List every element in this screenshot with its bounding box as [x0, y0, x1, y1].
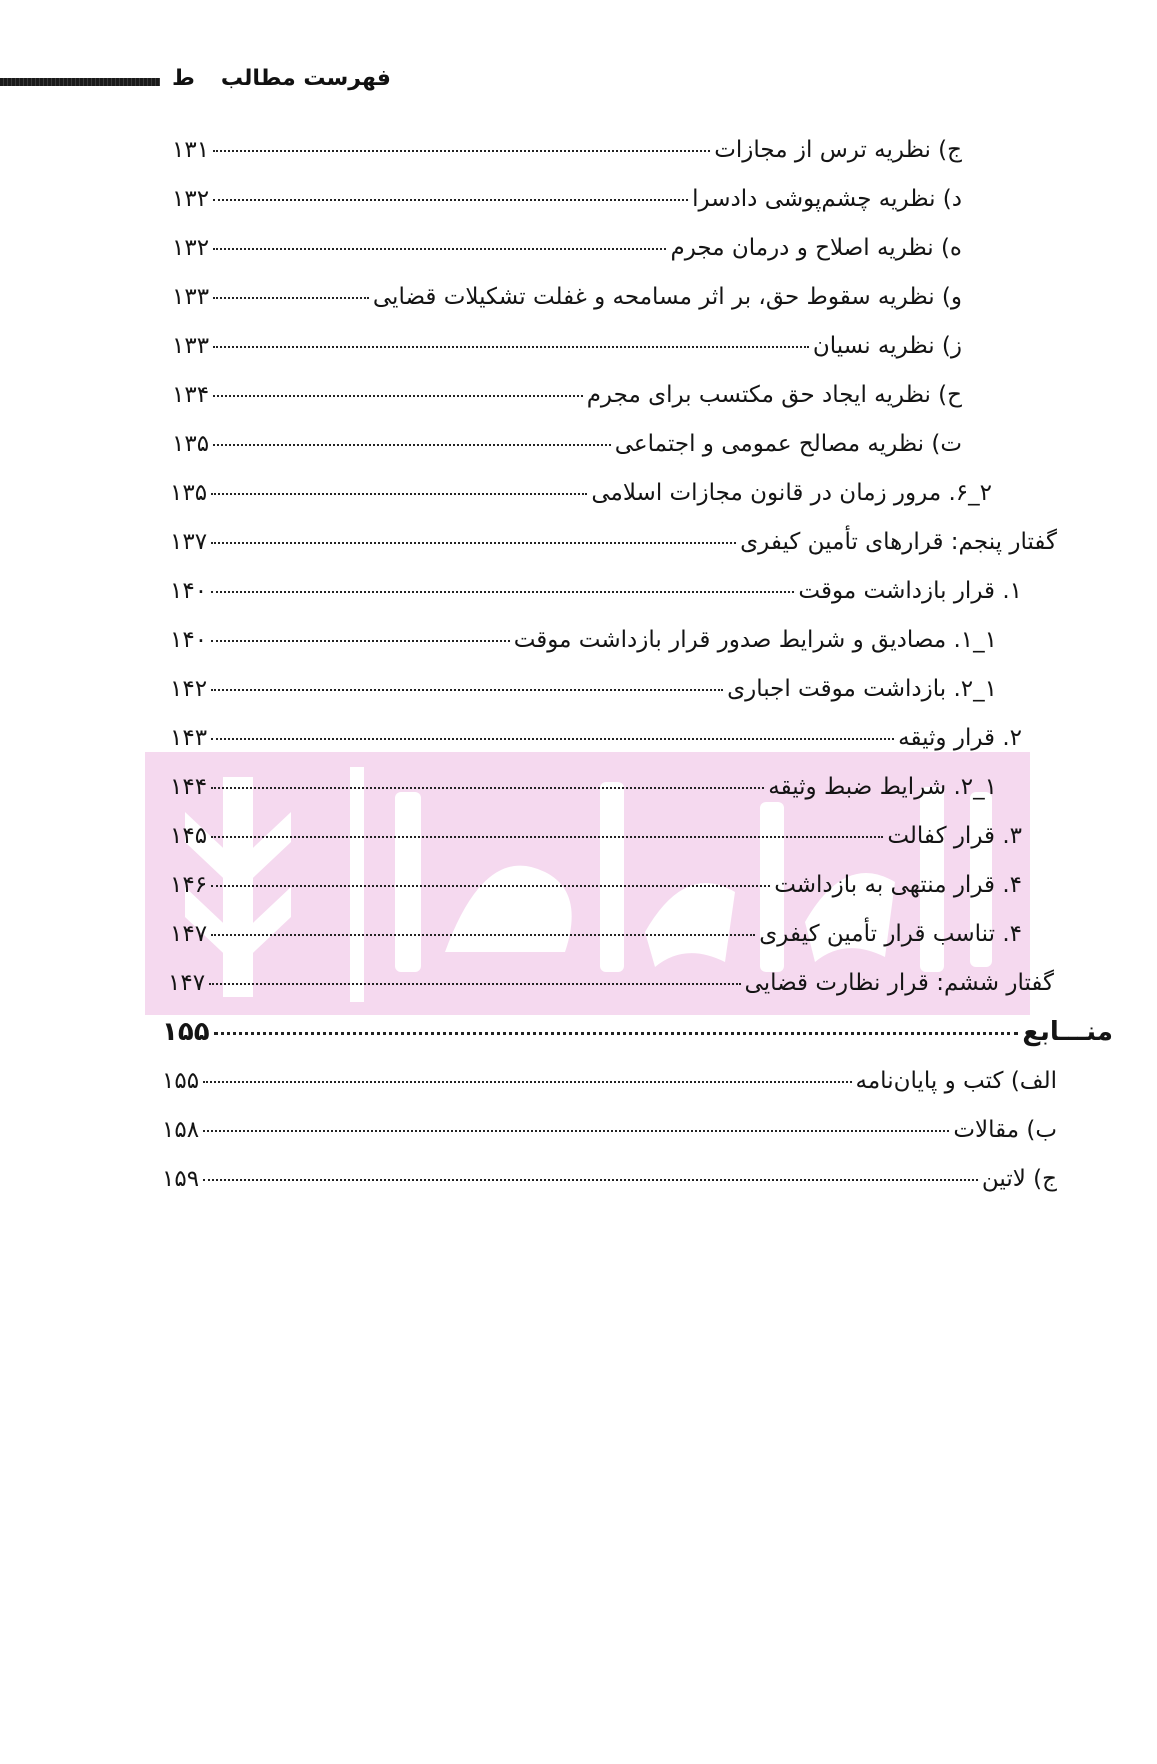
toc-entry — [172, 135, 962, 165]
toc-leader-dots — [211, 885, 770, 887]
toc-entry-title: ج) نظریه ترس از مجازات — [714, 137, 962, 163]
toc-entry-page: ۱۵۵ — [162, 1017, 210, 1047]
toc-leader-dots — [211, 689, 723, 691]
toc-entry-title: د) نظریه چشم‌پوشی دادسرا — [692, 186, 962, 212]
toc-entry-page: ۱۵۸ — [162, 1117, 200, 1143]
header-page-letter: ط — [172, 66, 195, 91]
toc-leader-dots — [214, 1032, 1019, 1035]
toc-entry-page: ۱۳۳ — [172, 333, 210, 359]
toc-entry — [170, 674, 997, 704]
toc-entry-title: ۴. تناسب قرار تأمین کیفری — [759, 921, 1022, 947]
toc-entry-title: ب) مقالات — [953, 1117, 1057, 1143]
toc-entry-page: ۱۴۶ — [170, 872, 208, 898]
header-title: فهرست مطالب — [220, 66, 391, 91]
toc-entry-page: ۱۴۷ — [168, 970, 206, 996]
toc-leader-dots — [213, 199, 688, 201]
toc-entry-title: ت) نظریه مصالح عمومی و اجتماعی — [614, 431, 962, 457]
toc-entry — [170, 772, 997, 802]
toc-entry — [170, 870, 1022, 900]
toc-entry-page: ۱۳۴ — [172, 382, 210, 408]
toc-entry-page: ۱۴۲ — [170, 676, 208, 702]
toc-entry — [170, 527, 1057, 557]
toc-entry-page: ۱۴۰ — [170, 627, 208, 653]
toc-leader-dots — [211, 542, 736, 544]
toc-entry-title: ۴. قرار منتهی به بازداشت — [774, 872, 1022, 898]
toc-entry-page: ۱۳۳ — [172, 284, 210, 310]
toc-entry — [170, 723, 1022, 753]
toc-leader-dots — [211, 493, 587, 495]
toc-entry-title: ز) نظریه نسیان — [812, 333, 962, 359]
toc-entry — [170, 576, 1022, 606]
toc-entry-title: ۲. قرار وثیقه — [898, 725, 1022, 751]
toc-entry-page: ۱۵۵ — [162, 1068, 200, 1094]
toc-entry-page: ۱۴۵ — [170, 823, 208, 849]
toc-entry-page: ۱۳۲ — [172, 235, 210, 261]
toc-entry-title: ۱_۲. شرایط ضبط وثیقه — [768, 774, 997, 800]
toc-leader-dots — [213, 297, 369, 299]
toc-entry — [162, 1115, 1057, 1145]
toc-leader-dots — [211, 836, 883, 838]
toc-leader-dots — [213, 248, 666, 250]
toc-entry — [170, 478, 992, 508]
toc-entry-title: ج) لاتین — [981, 1166, 1057, 1192]
toc-leader-dots — [203, 1179, 978, 1181]
header-rule — [0, 78, 160, 86]
toc-entry-title: گفتار ششم: قرار نظارت قضایی — [744, 970, 1054, 996]
toc-entry — [168, 968, 1054, 998]
toc-leader-dots — [211, 738, 894, 740]
toc-entry-page: ۱۳۲ — [172, 186, 210, 212]
toc-entry — [172, 282, 962, 312]
toc-entry-title: ۱. قرار بازداشت موقت — [798, 578, 1022, 604]
toc-section-heading — [162, 1017, 1113, 1047]
toc-leader-dots — [213, 346, 809, 348]
running-header — [172, 66, 391, 91]
toc-entry-page: ۱۳۵ — [170, 480, 208, 506]
toc-entry — [170, 625, 997, 655]
toc-entry-title: ه) نظریه اصلاح و درمان مجرم — [670, 235, 962, 261]
toc-entry-title: ۱_۲. بازداشت موقت اجباری — [727, 676, 997, 702]
toc-entry-title: و) نظریه سقوط حق، بر اثر مسامحه و غفلت تشکیلات قضایی — [372, 284, 962, 310]
toc-leader-dots — [209, 983, 740, 985]
toc-entry — [170, 821, 1022, 851]
toc-entry-page: ۱۳۵ — [172, 431, 210, 457]
toc-entry — [172, 429, 962, 459]
toc-leader-dots — [211, 591, 794, 593]
toc-entry-title: گفتار پنجم: قرارهای تأمین کیفری — [740, 529, 1057, 555]
toc-entry-page: ۱۵۹ — [162, 1166, 200, 1192]
toc-entry — [172, 184, 962, 214]
toc-entry — [172, 380, 962, 410]
toc-leader-dots — [211, 640, 510, 642]
toc-entry-page: ۱۴۳ — [170, 725, 208, 751]
toc-leader-dots — [211, 787, 764, 789]
toc-entry-title: منـــابع — [1022, 1017, 1113, 1047]
toc-leader-dots — [213, 444, 611, 446]
toc-leader-dots — [211, 934, 755, 936]
toc-entry-title: الف) کتب و پایان‌نامه — [855, 1068, 1057, 1094]
toc-entry-page: ۱۳۱ — [172, 137, 210, 163]
toc-entry-title: ۲_۶. مرور زمان در قانون مجازات اسلامی — [591, 480, 992, 506]
toc-entry-page: ۱۳۷ — [170, 529, 208, 555]
toc-entry-page: ۱۴۴ — [170, 774, 208, 800]
toc-leader-dots — [203, 1130, 949, 1132]
toc-leader-dots — [213, 395, 583, 397]
toc-entry — [172, 331, 962, 361]
toc-leader-dots — [213, 150, 710, 152]
toc-entry — [162, 1164, 1057, 1194]
toc-entry-title: ح) نظریه ایجاد حق مکتسب برای مجرم — [586, 382, 962, 408]
toc-leader-dots — [203, 1081, 851, 1083]
toc-entry-page: ۱۴۷ — [170, 921, 208, 947]
toc-entry-title: ۱_۱. مصادیق و شرایط صدور قرار بازداشت موقت — [513, 627, 997, 653]
toc-entry-title: ۳. قرار کفالت — [887, 823, 1022, 849]
toc-entry — [172, 233, 962, 263]
toc-entry — [170, 919, 1022, 949]
toc-entry — [162, 1066, 1057, 1096]
toc-entry-page: ۱۴۰ — [170, 578, 208, 604]
